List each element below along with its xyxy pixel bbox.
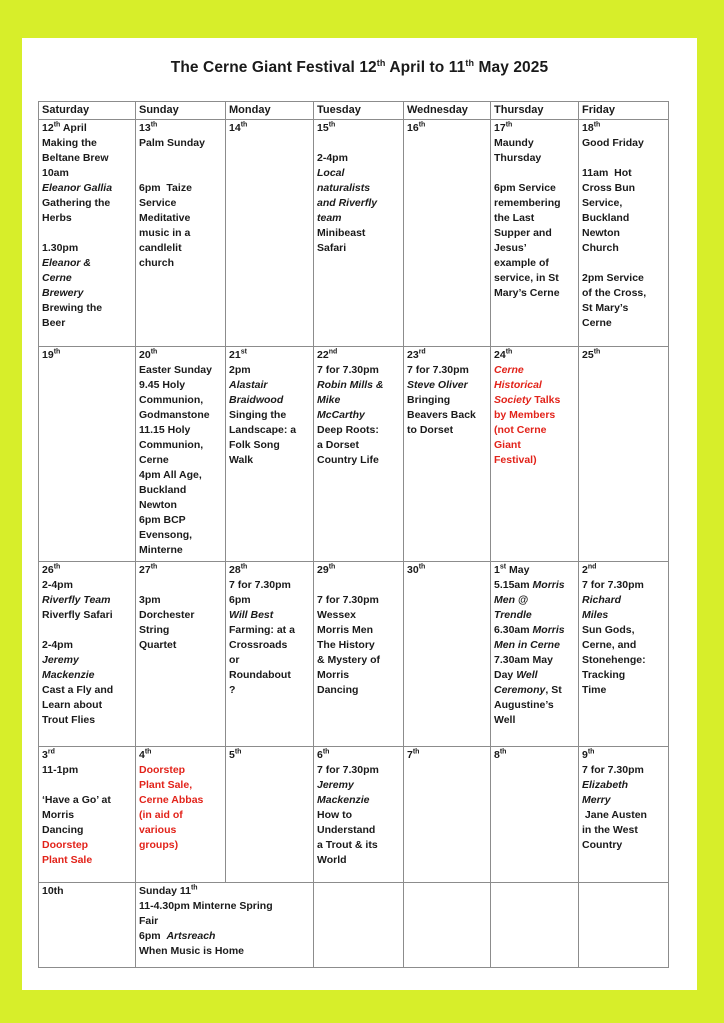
cell-line: 2-4pm bbox=[317, 152, 348, 164]
cell-line: Doorstep bbox=[139, 764, 186, 776]
cell-line: Men in Cerne bbox=[494, 639, 560, 651]
cell-line: String bbox=[139, 624, 170, 636]
cell-line: Riverfly Safari bbox=[42, 609, 113, 621]
cell-line: Making the bbox=[42, 137, 97, 149]
cell-line: various bbox=[139, 824, 177, 836]
cell-line: Wessex bbox=[317, 609, 356, 621]
calendar-cell-apr-18 bbox=[579, 120, 669, 347]
calendar-cell-may-10 bbox=[39, 883, 136, 968]
cell-line: Easter Sunday bbox=[139, 364, 212, 376]
weekday-header-row bbox=[39, 102, 669, 120]
cell-line: ‘Have a Go’ at bbox=[42, 794, 111, 806]
cell-line: 22nd bbox=[317, 348, 338, 361]
calendar-cell-may-2 bbox=[579, 562, 669, 747]
page-title: The Cerne Giant Festival 12th April to 11th May 2025 bbox=[170, 58, 549, 77]
cell-line: McCarthy bbox=[317, 409, 365, 421]
cell-line: Godmanstone bbox=[139, 409, 210, 421]
cell-line: 16th bbox=[407, 121, 426, 134]
cell-line: Merry bbox=[582, 794, 611, 806]
cell-line: Minterne bbox=[139, 544, 183, 556]
cell-line: the Last bbox=[494, 212, 535, 224]
cell-line: Dancing bbox=[317, 684, 359, 696]
calendar-week-row bbox=[39, 120, 669, 347]
cell-line: Ceremony, St bbox=[494, 684, 562, 696]
cell-line: Supper and bbox=[494, 227, 552, 239]
cell-line: Steve Oliver bbox=[407, 379, 468, 391]
cell-line: 24th bbox=[494, 348, 513, 361]
cell-line: 23rd bbox=[407, 348, 426, 361]
cell-line bbox=[42, 226, 132, 241]
day-header-monday: Monday bbox=[226, 102, 314, 120]
cell-line: Day Well bbox=[494, 669, 538, 681]
calendar-cell-apr-17 bbox=[491, 120, 579, 347]
cell-line: 19th bbox=[42, 348, 61, 361]
cell-line: Plant Sale bbox=[42, 854, 93, 866]
cell-line: Richard bbox=[582, 594, 622, 606]
cell-line: Jane Austen bbox=[582, 809, 647, 821]
calendar-cell-may-6 bbox=[314, 747, 404, 883]
cell-line: 3rd bbox=[42, 748, 55, 761]
cell-line: and Riverfly bbox=[317, 197, 378, 209]
cell-line: Morris Men bbox=[317, 624, 374, 636]
calendar-cell-may-3 bbox=[39, 747, 136, 883]
calendar-cell-apr-25 bbox=[579, 347, 669, 562]
cell-line: Landscape: a bbox=[229, 424, 297, 436]
calendar-cell-apr-19 bbox=[39, 347, 136, 562]
cell-line: 7 for 7.30pm bbox=[582, 764, 644, 776]
cell-line: 11am Hot bbox=[582, 167, 632, 179]
cell-line: Church bbox=[582, 242, 619, 254]
cell-line: 8th bbox=[494, 748, 507, 761]
cell-line: Will Best bbox=[229, 609, 274, 621]
cell-line: music in a bbox=[139, 227, 191, 239]
day-header-thursday: Thursday bbox=[491, 102, 579, 120]
cell-line: Communion, bbox=[139, 439, 204, 451]
cell-line: Maundy bbox=[494, 137, 534, 149]
cell-line: Elizabeth bbox=[582, 779, 629, 791]
day-header-friday: Friday bbox=[579, 102, 669, 120]
cell-line: Riverfly Team bbox=[42, 594, 111, 606]
cell-line: Beer bbox=[42, 317, 66, 329]
cell-line: Learn about bbox=[42, 699, 103, 711]
day-header-saturday: Saturday bbox=[39, 102, 136, 120]
cell-line: Jeremy bbox=[42, 654, 79, 666]
cell-line: 4th bbox=[139, 748, 152, 761]
cell-line: 11-4.30pm Minterne Spring bbox=[139, 900, 273, 912]
cell-line: 7 for 7.30pm bbox=[407, 364, 469, 376]
cell-line: Braidwood bbox=[229, 394, 284, 406]
cell-line: Dorchester bbox=[139, 609, 195, 621]
cell-line: Communion, bbox=[139, 394, 204, 406]
cell-line: Trout Flies bbox=[42, 714, 96, 726]
cell-line: or bbox=[229, 654, 240, 666]
cell-line: Service, bbox=[582, 197, 623, 209]
calendar-cell-apr-27 bbox=[136, 562, 226, 747]
cell-line: Eleanor & bbox=[42, 257, 92, 269]
cell-line: 2pm Service bbox=[582, 272, 644, 284]
cell-line: groups) bbox=[139, 839, 179, 851]
cell-line: 7 for 7.30pm bbox=[317, 594, 379, 606]
cell-line: St Mary’s bbox=[582, 302, 629, 314]
cell-line: 25th bbox=[582, 348, 601, 361]
cell-line: 4pm All Age, bbox=[139, 469, 202, 481]
cell-line: 7 for 7.30pm bbox=[229, 579, 291, 591]
calendar-cell-empty-thursday bbox=[491, 883, 579, 968]
cell-line: Tracking bbox=[582, 669, 626, 681]
calendar-week-row bbox=[39, 347, 669, 562]
cell-line: 30th bbox=[407, 563, 426, 576]
cell-line: Quartet bbox=[139, 639, 177, 651]
cell-line: 10th bbox=[42, 885, 64, 897]
cell-line: 20th bbox=[139, 348, 158, 361]
cell-line: church bbox=[139, 257, 175, 269]
calendar-table bbox=[38, 101, 669, 968]
calendar-cell-apr-30 bbox=[404, 562, 491, 747]
calendar-cell-apr-15 bbox=[314, 120, 404, 347]
calendar-cell-may-4 bbox=[136, 747, 226, 883]
cell-line bbox=[582, 256, 665, 271]
cell-line: Mackenzie bbox=[42, 669, 95, 681]
cell-line: Walk bbox=[229, 454, 254, 466]
cell-line: 2pm bbox=[229, 364, 251, 376]
cell-line: 2-4pm bbox=[42, 639, 73, 651]
cell-line: Cerne bbox=[139, 454, 169, 466]
cell-line: candlelit bbox=[139, 242, 182, 254]
cell-line bbox=[582, 151, 665, 166]
cell-line: 17th bbox=[494, 121, 513, 134]
cell-line: Fair bbox=[139, 915, 159, 927]
cell-line bbox=[139, 151, 222, 166]
calendar-cell-apr-16 bbox=[404, 120, 491, 347]
cell-line: Plant Sale, bbox=[139, 779, 193, 791]
cell-line bbox=[42, 778, 132, 793]
cell-line: Men @ bbox=[494, 594, 529, 606]
cell-line: Herbs bbox=[42, 212, 72, 224]
cell-line: Festival) bbox=[494, 454, 537, 466]
cell-line: Jesus’ bbox=[494, 242, 527, 254]
cell-line: (not Cerne bbox=[494, 424, 547, 436]
cell-line: 5th bbox=[229, 748, 242, 761]
cell-line: 28th bbox=[229, 563, 248, 576]
cell-line: 6pm BCP bbox=[139, 514, 186, 526]
cell-line: Giant bbox=[494, 439, 521, 451]
cell-line: team bbox=[317, 212, 342, 224]
cell-line: Time bbox=[582, 684, 607, 696]
cell-line: Cross Bun bbox=[582, 182, 636, 194]
cell-line: ? bbox=[229, 684, 236, 696]
calendar-cell-apr-13 bbox=[136, 120, 226, 347]
cell-line: 7 for 7.30pm bbox=[317, 364, 379, 376]
cell-line: Cerne bbox=[42, 272, 72, 284]
cell-line: 15th bbox=[317, 121, 336, 134]
cell-line: a Dorset bbox=[317, 439, 360, 451]
cell-line: Brewery bbox=[42, 287, 84, 299]
day-header-wednesday: Wednesday bbox=[404, 102, 491, 120]
calendar-week-row bbox=[39, 747, 669, 883]
calendar-cell-may-9 bbox=[579, 747, 669, 883]
cell-line: Roundabout bbox=[229, 669, 291, 681]
cell-line: Bringing bbox=[407, 394, 451, 406]
cell-line: Cerne, and bbox=[582, 639, 637, 651]
cell-line: 26th bbox=[42, 563, 61, 576]
cell-line: Robin Mills & bbox=[317, 379, 384, 391]
cell-line: Minibeast bbox=[317, 227, 366, 239]
calendar-cell-may-7 bbox=[404, 747, 491, 883]
cell-line: Palm Sunday bbox=[139, 137, 205, 149]
cell-line: 7 for 7.30pm bbox=[582, 579, 644, 591]
cell-line: (in aid of bbox=[139, 809, 183, 821]
cell-line: Safari bbox=[317, 242, 347, 254]
calendar-cell-may-5 bbox=[226, 747, 314, 883]
cell-line: Historical bbox=[494, 379, 542, 391]
calendar-week-row bbox=[39, 562, 669, 747]
cell-line: Local bbox=[317, 167, 345, 179]
cell-line: Trendle bbox=[494, 609, 532, 621]
cell-line: 7.30am May bbox=[494, 654, 553, 666]
cell-line: When Music is Home bbox=[139, 945, 245, 957]
cell-line: Service bbox=[139, 197, 177, 209]
calendar-cell-apr-24 bbox=[491, 347, 579, 562]
cell-line: 6pm Artsreach bbox=[139, 930, 216, 942]
cell-line: remembering bbox=[494, 197, 561, 209]
cell-line: 6th bbox=[317, 748, 330, 761]
cell-line: Cerne Abbas bbox=[139, 794, 204, 806]
cell-line: of the Cross, bbox=[582, 287, 647, 299]
calendar-cell-apr-29 bbox=[314, 562, 404, 747]
cell-line: Sunday 11th bbox=[139, 884, 198, 897]
cell-line: Good Friday bbox=[582, 137, 644, 149]
cell-line bbox=[317, 578, 400, 593]
cell-line: Buckland bbox=[139, 484, 187, 496]
cell-line: World bbox=[317, 854, 347, 866]
calendar-cell-apr-26 bbox=[39, 562, 136, 747]
calendar-cell-empty-wednesday bbox=[404, 883, 491, 968]
cell-line bbox=[42, 623, 132, 638]
calendar-cell-empty-friday bbox=[579, 883, 669, 968]
cell-line: 6.30am Morris bbox=[494, 624, 565, 636]
cell-line: 6pm bbox=[229, 594, 251, 606]
calendar-cell-apr-14 bbox=[226, 120, 314, 347]
cell-line: 29th bbox=[317, 563, 336, 576]
calendar-cell-may-8 bbox=[491, 747, 579, 883]
cell-line: Folk Song bbox=[229, 439, 280, 451]
cell-line: Eleanor Gallia bbox=[42, 182, 113, 194]
cell-line: 9th bbox=[582, 748, 595, 761]
cell-line: 9.45 Holy bbox=[139, 379, 186, 391]
calendar-cell-apr-20 bbox=[136, 347, 226, 562]
cell-line bbox=[494, 166, 575, 181]
cell-line: to Dorset bbox=[407, 424, 454, 436]
cell-line: service, in St bbox=[494, 272, 559, 284]
cell-line: Country bbox=[582, 839, 623, 851]
cell-line: Buckland bbox=[582, 212, 630, 224]
calendar-cell-may-11 bbox=[136, 883, 314, 968]
cell-line: Country Life bbox=[317, 454, 379, 466]
cell-line: Stonehenge: bbox=[582, 654, 646, 666]
cell-line: 13th bbox=[139, 121, 158, 134]
cell-line: 7 for 7.30pm bbox=[317, 764, 379, 776]
cell-line: Farming: at a bbox=[229, 624, 295, 636]
cell-line: Meditative bbox=[139, 212, 191, 224]
cell-line: Beltane Brew bbox=[42, 152, 109, 164]
cell-line: The History bbox=[317, 639, 375, 651]
cell-line: Mary’s Cerne bbox=[494, 287, 560, 299]
cell-line: Alastair bbox=[229, 379, 268, 391]
cell-line: Understand bbox=[317, 824, 376, 836]
cell-line: Gathering the bbox=[42, 197, 111, 209]
cell-line: 27th bbox=[139, 563, 158, 576]
cell-line: 5.15am Morris bbox=[494, 579, 565, 591]
cell-line: Dancing bbox=[42, 824, 84, 836]
day-header-tuesday: Tuesday bbox=[314, 102, 404, 120]
cell-line: Newton bbox=[582, 227, 620, 239]
cell-line: 1.30pm bbox=[42, 242, 79, 254]
cell-line: Mackenzie bbox=[317, 794, 370, 806]
cell-line: Morris bbox=[42, 809, 75, 821]
cell-line: 12th April bbox=[42, 121, 87, 134]
cell-line: Well bbox=[494, 714, 516, 726]
cell-line: 14th bbox=[229, 121, 248, 134]
cell-line bbox=[139, 166, 222, 181]
cell-line: Society Talks bbox=[494, 394, 561, 406]
calendar-cell-may-1 bbox=[491, 562, 579, 747]
cell-line: example of bbox=[494, 257, 549, 269]
paper-page bbox=[22, 38, 697, 990]
cell-line: 11-1pm bbox=[42, 764, 79, 776]
cell-line: naturalists bbox=[317, 182, 371, 194]
cell-line: 3pm bbox=[139, 594, 161, 606]
cell-line: Doorstep bbox=[42, 839, 89, 851]
cell-line bbox=[317, 136, 400, 151]
cell-line: 11.15 Holy bbox=[139, 424, 191, 436]
cell-line: 10am bbox=[42, 167, 69, 179]
cell-line: Deep Roots: bbox=[317, 424, 379, 436]
calendar-cell-apr-28 bbox=[226, 562, 314, 747]
cell-line: Mike bbox=[317, 394, 341, 406]
cell-line: 7th bbox=[407, 748, 420, 761]
cell-line: 6pm Taize bbox=[139, 182, 192, 194]
cell-line bbox=[139, 578, 222, 593]
calendar-cell-apr-22 bbox=[314, 347, 404, 562]
cell-line: 6pm Service bbox=[494, 182, 556, 194]
cell-line: Newton bbox=[139, 499, 177, 511]
calendar-cell-apr-23 bbox=[404, 347, 491, 562]
cell-line: Evensong, bbox=[139, 529, 193, 541]
cell-line: 2-4pm bbox=[42, 579, 73, 591]
cell-line: Cast a Fly and bbox=[42, 684, 114, 696]
cell-line: Thursday bbox=[494, 152, 542, 164]
cell-line: 2nd bbox=[582, 563, 597, 576]
cell-line: How to bbox=[317, 809, 352, 821]
cell-line: & Mystery of bbox=[317, 654, 381, 666]
cell-line: Cerne bbox=[582, 317, 612, 329]
day-header-sunday: Sunday bbox=[136, 102, 226, 120]
cell-line: Jeremy bbox=[317, 779, 354, 791]
calendar-cell-empty-tuesday bbox=[314, 883, 404, 968]
cell-line: Crossroads bbox=[229, 639, 288, 651]
cell-line: Sun Gods, bbox=[582, 624, 635, 636]
cell-line: Morris bbox=[317, 669, 350, 681]
cell-line: Miles bbox=[582, 609, 609, 621]
calendar-week-row bbox=[39, 883, 669, 968]
calendar-cell-apr-12 bbox=[39, 120, 136, 347]
cell-line: Brewing the bbox=[42, 302, 103, 314]
cell-line: Augustine’s bbox=[494, 699, 554, 711]
cell-line: Beavers Back bbox=[407, 409, 476, 421]
cell-line: 1st May bbox=[494, 563, 530, 576]
cell-line: Cerne bbox=[494, 364, 524, 376]
cell-line: 18th bbox=[582, 121, 601, 134]
cell-line: a Trout & its bbox=[317, 839, 378, 851]
calendar-cell-apr-21 bbox=[226, 347, 314, 562]
cell-line: in the West bbox=[582, 824, 638, 836]
cell-line: Singing the bbox=[229, 409, 287, 421]
cell-line: 21st bbox=[229, 348, 247, 361]
cell-line: by Members bbox=[494, 409, 556, 421]
